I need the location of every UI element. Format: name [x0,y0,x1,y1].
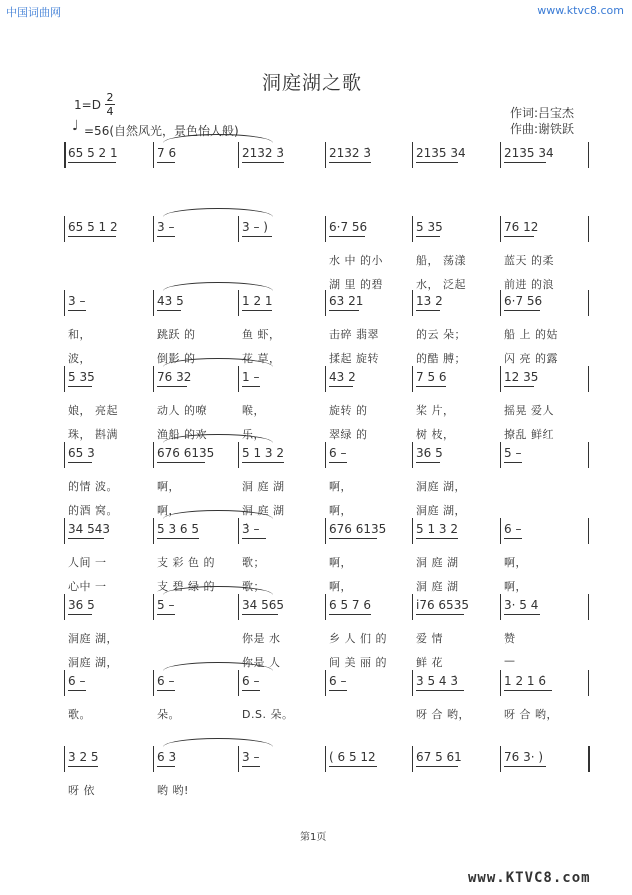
beam-line [329,310,359,311]
measure-notes: 43 5 [157,294,184,308]
lyric-text: 击碎 翡翠 [329,328,379,341]
lyric-text: 歌； [242,580,265,593]
beam-line [416,386,446,387]
bar-line [500,594,501,620]
measure-notes: 76 3· ) [504,750,544,764]
lyric-text: 前进 的浪 [504,278,554,291]
beam-line [504,386,534,387]
bar-line [588,142,589,168]
measure-notes: 5 35 [416,220,443,234]
lyric-text: 船 上 的姑 [504,328,558,341]
lyric-text: 动人 的嘹 [157,404,207,417]
lyric-text: 摇晃 爱人 [504,404,554,417]
bar-line [153,518,154,544]
lyric-text: 跳跃 的 [157,328,196,341]
beam-line [416,462,440,463]
beam-line [157,462,205,463]
lyric-text: 赞 [504,632,516,645]
beam-line [416,236,440,237]
lyric-text: 间 美 丽 的 [329,656,387,669]
measure-notes: 676 6135 [157,446,215,460]
quarter-note-icon: ♩ [72,118,79,134]
lyric-text: 你是 人 [242,656,281,669]
measure-notes: 3 – [157,220,175,234]
beam-line [68,236,116,237]
measure-notes: 1 2 1 [242,294,273,308]
measure-notes: 7 5 6 [416,370,447,384]
beam-line [416,162,458,163]
bar-line [238,594,239,620]
measure-notes: 76 12 [504,220,539,234]
lyric-text: 和， [68,328,91,341]
measure-notes: 6 – [329,674,347,688]
bar-line [412,142,413,168]
bar-line [500,290,501,316]
bar-line [153,290,154,316]
lyric-text: 渔船 的欢 [157,428,207,441]
measure-notes: 5 1 3 2 [416,522,458,536]
beam-line [504,614,540,615]
site-url-right[interactable]: www.ktvc8.com [537,4,624,17]
bar-line [325,518,326,544]
bar-line [64,518,65,544]
lyric-text: 支 彩 色 的 [157,556,215,569]
bar-line [500,366,501,392]
measure-notes: 2132 3̇ [242,146,284,160]
lyric-text: 蓝天 的柔 [504,254,554,267]
beam-line [68,614,92,615]
lyric-text: 啊， [329,580,352,593]
beam-line [157,690,175,691]
bar-line [325,142,326,168]
bar-line [588,216,589,242]
beam-line [68,162,116,163]
bar-line [64,442,65,468]
bar-line [64,290,65,316]
measure-notes: 43 2 [329,370,356,384]
bar-line [325,216,326,242]
bar-line [64,142,66,168]
bar-line [500,142,501,168]
tempo-marking: =56(自然风光，景色怡人般) [84,124,239,138]
lyric-text: 湖 里 的碧 [329,278,383,291]
beam-line [504,538,522,539]
beam-line [329,766,377,767]
bar-line [64,216,65,242]
measure-notes: 67 5 61 [416,750,462,764]
bar-line [325,442,326,468]
measure-notes: 63 21 [329,294,364,308]
beam-line [242,614,278,615]
measure-notes: 6 – [504,522,522,536]
lyric-text: 歌。 [68,708,91,721]
key-signature: 1=D [74,98,101,112]
bar-line [238,290,239,316]
measure-notes: 6 3 [157,750,177,764]
beam-line [416,310,440,311]
beam-line [242,766,260,767]
beam-line [504,462,522,463]
bar-line [153,366,154,392]
lyric-text: 鲜 花 [416,656,443,669]
beam-line [242,236,272,237]
song-title: 洞庭湖之歌 [262,72,363,94]
lyric-text: 洞庭 湖， [416,480,466,493]
beam-line [416,614,464,615]
measure-notes: 2135 34 [504,146,554,160]
site-name-left[interactable]: 中国词曲网 [6,6,61,19]
bar-line [588,594,589,620]
bar-line [588,366,589,392]
beam-line [504,162,546,163]
beam-line [242,690,260,691]
lyricist-credit: 作词:吕宝杰 [510,106,575,120]
beam-line [157,236,175,237]
lyric-text: 洞 庭 湖 [416,580,459,593]
lyric-text: 呀 合 哟， [504,708,558,721]
beam-line [329,162,371,163]
bottom-site-logo[interactable]: www.KTVC8.com [468,870,591,886]
bar-line [325,594,326,620]
beam-line [68,766,98,767]
bar-line [412,746,413,772]
bar-line [325,670,326,696]
measure-notes: 65 3 [68,446,95,460]
beam-line [504,236,534,237]
lyric-text: 桨 片， [416,404,455,417]
measure-notes: 2135 34 [416,146,466,160]
measure-notes: 6 5 7 6 [329,598,371,612]
bar-line [153,442,154,468]
beam-line [242,162,284,163]
bar-line [153,594,154,620]
bar-line [412,216,413,242]
measure-notes: 6 – [157,674,175,688]
lyric-text: 揉起 旋转 [329,352,379,365]
bar-line [238,746,239,772]
slur-arc [163,208,273,217]
lyric-text: 洞 庭 湖 [242,504,285,517]
bar-line [412,290,413,316]
measure-notes: 1 – [242,370,260,384]
lyric-text: 珠， 斟满 [68,428,118,441]
bar-line [238,216,239,242]
lyric-text: 啊， [329,556,352,569]
lyric-text: 啊， [329,504,352,517]
bar-line [325,746,326,772]
measure-notes: 3 2 5 [68,750,99,764]
measure-notes: 6 – [68,674,86,688]
bar-line [153,142,154,168]
measure-notes: 5 – [157,598,175,612]
measure-notes: 3 5 4 3̇ [416,674,458,688]
lyric-text: 呀 合 哟， [416,708,470,721]
lyric-text: 旋转 的 [329,404,368,417]
lyric-text: 心中 一 [68,580,107,593]
bar-line [153,216,154,242]
lyric-text: 洞庭 湖， [68,632,118,645]
measure-notes: 34 565 [242,598,284,612]
lyric-text: 哟 哟! [157,784,189,797]
beam-line [416,690,464,691]
measure-notes: 13 2 [416,294,443,308]
measure-notes: 5 3 6 5 [157,522,199,536]
bar-line [64,594,65,620]
composer-credit: 作曲:谢铁跃 [510,122,575,136]
measure-notes: 65 5 2 1 [68,146,118,160]
beam-line [504,766,546,767]
measure-notes: 5 – [504,446,522,460]
lyric-text: 鱼 虾， [242,328,281,341]
measure-notes: 1 2 1 6̇ [504,674,546,688]
lyric-text: 乐， [242,428,265,441]
measure-notes: 36 5 [68,598,95,612]
lyric-text: 爱 情 [416,632,443,645]
beam-line [504,310,540,311]
time-bottom: 4 [106,105,114,118]
bar-line [588,290,589,316]
bar-line [500,746,501,772]
lyric-text: 你是 水 [242,632,281,645]
beam-line [68,538,104,539]
lyric-text: 撩乱 鲜红 [504,428,554,441]
lyric-text: 洞庭 湖， [68,656,118,669]
bar-line [500,216,501,242]
lyric-text: 倒影 的 [157,352,196,365]
beam-line [242,462,284,463]
lyric-text: 啊， [157,504,180,517]
beam-line [329,538,377,539]
bar-line [588,670,589,696]
bar-line [412,442,413,468]
bar-line [153,670,154,696]
lyric-text: 喉， [242,404,265,417]
slur-arc [163,282,273,291]
lyric-text: 洞庭 湖， [416,504,466,517]
beam-line [329,614,371,615]
bar-line [588,518,589,544]
beam-line [329,462,347,463]
lyric-text: 树 枝， [416,428,455,441]
bar-line [64,746,65,772]
beam-line [329,236,365,237]
bar-line [500,518,501,544]
lyric-text: 水， 泛起 [416,278,466,291]
lyric-text: 洞 庭 湖 [416,556,459,569]
beam-line [242,538,266,539]
time-signature [105,92,115,117]
measure-notes: 6 – [329,446,347,460]
lyric-text: 乡 人 们 的 [329,632,387,645]
measure-notes: 6·7 56 [504,294,543,308]
bar-line [325,290,326,316]
measure-notes: 3· 5 4 [504,598,539,612]
measure-notes: 5 35 [68,370,95,384]
time-top: 2 [106,91,114,104]
lyric-text: 的酒 窝。 [68,504,118,517]
bar-line [238,142,239,168]
measure-notes: 36 5 [416,446,443,460]
lyric-text: 的情 波。 [68,480,118,493]
lyric-text: 歌； [242,556,265,569]
slur-arc [163,738,273,747]
beam-line [68,462,92,463]
lyric-text: 花 草， [242,352,281,365]
measure-notes: 12 35 [504,370,539,384]
lyric-text: — [504,654,516,667]
bar-line [588,442,589,468]
beam-line [157,766,175,767]
measure-notes: 6 – [242,674,260,688]
beam-line [329,690,347,691]
bar-line [588,746,590,772]
bar-line [500,442,501,468]
bar-line [412,366,413,392]
bar-line [64,366,65,392]
beam-line [68,690,86,691]
lyric-text: 的云 朵； [416,328,466,341]
measure-notes: 3 – ) [242,220,268,234]
measure-notes: i76 6535 [416,598,469,612]
bar-line [500,670,501,696]
lyric-text: 啊， [504,580,527,593]
lyric-text: 波， [68,352,91,365]
measure-notes: 3̇ – [242,522,260,536]
lyric-text: 船， 荡漾 [416,254,466,267]
lyric-text: 支 碧 绿 的 [157,580,215,593]
measure-notes: 34 543 [68,522,110,536]
lyric-text: 人间 一 [68,556,107,569]
beam-line [157,386,187,387]
lyric-text: 的酷 膊； [416,352,466,365]
measure-notes: 7 6 [157,146,177,160]
measure-notes: ( 6 5 12 [329,750,376,764]
bar-line [412,518,413,544]
page-number: 第1页 [300,832,327,843]
measure-notes: 3 – [68,294,86,308]
beam-line [157,614,175,615]
beam-line [157,538,199,539]
measure-notes: 5 1 3 2 [242,446,284,460]
measure-notes: 6·7 56 [329,220,368,234]
measure-notes: 2132 3̇ [329,146,371,160]
lyric-text: 啊， [329,480,352,493]
bar-line [153,746,154,772]
measure-notes: 676 6135 [329,522,387,536]
bar-line [238,670,239,696]
lyric-text: D.S. 朵。 [242,708,294,721]
measure-notes: 76 32 [157,370,192,384]
bar-line [412,670,413,696]
beam-line [242,386,260,387]
lyric-text: 朵。 [157,708,180,721]
lyric-text: 娘， 亮起 [68,404,118,417]
lyric-text: 啊， [157,480,180,493]
bar-line [238,518,239,544]
bar-line [412,594,413,620]
beam-line [329,386,353,387]
lyric-text: 水 中 的小 [329,254,383,267]
bar-line [238,442,239,468]
lyric-text: 洞 庭 湖 [242,480,285,493]
measure-notes: 3 – [242,750,260,764]
beam-line [504,690,552,691]
beam-line [416,766,458,767]
lyric-text: 翠绿 的 [329,428,368,441]
measure-notes: 65 5 1 2 [68,220,118,234]
lyric-text: 闪 亮 的露 [504,352,558,365]
beam-line [157,162,175,163]
beam-line [157,310,181,311]
bar-line [64,670,65,696]
lyric-text: 呀 依 [68,784,95,797]
lyric-text: 啊， [504,556,527,569]
beam-line [68,386,92,387]
beam-line [68,310,86,311]
beam-line [242,310,272,311]
beam-line [416,538,458,539]
bar-line [238,366,239,392]
bar-line [325,366,326,392]
